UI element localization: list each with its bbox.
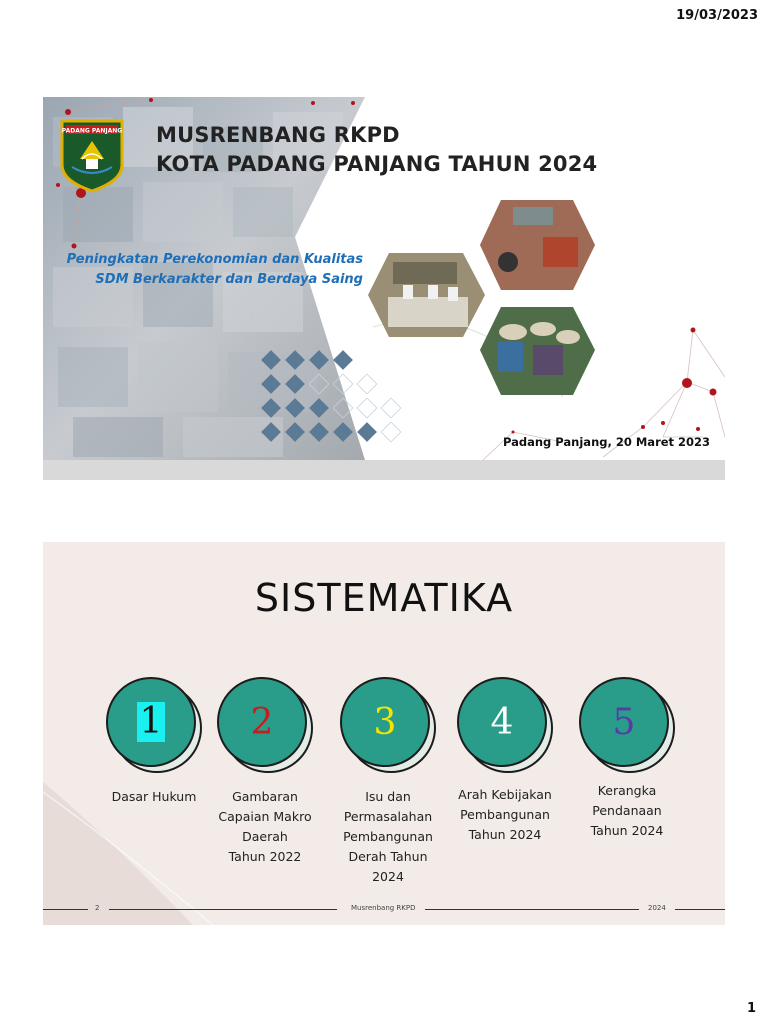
agenda-number-circle (457, 677, 547, 767)
agenda-number: 1 (137, 702, 166, 742)
footer-center-text: Musrenbang RKPD (351, 904, 416, 912)
agenda-label-line: Permasalahan (343, 809, 433, 824)
agenda-label-line: Tahun 2024 (468, 827, 542, 842)
agenda-number: 5 (612, 701, 636, 743)
title-slide (43, 97, 725, 480)
slide-number: 2 (95, 904, 100, 912)
agenda-label-line: Kerangka (597, 783, 657, 798)
agenda-label-line: Arah Kebijakan (458, 787, 552, 802)
agenda-label-line: Capaian Makro (218, 809, 312, 824)
agenda-item (440, 677, 570, 845)
agenda-label-line: Tahun 2024 (590, 823, 664, 838)
agenda-label-line: 2024 (372, 869, 404, 884)
slide-subtitle (63, 250, 363, 290)
agenda-label-line: Pendanaan (592, 803, 662, 818)
agenda-label (562, 781, 692, 841)
agenda-number: 2 (250, 701, 274, 743)
slide-footer (43, 900, 725, 920)
agenda-label (200, 787, 330, 867)
city-logo-text: PADANG PANJANG (61, 127, 123, 135)
agenda-label (440, 785, 570, 845)
agenda-item (323, 677, 453, 887)
event-date: Padang Panjang, 20 Maret 2023 (503, 435, 711, 449)
title-line-2: KOTA PADANG PANJANG TAHUN 2024 (156, 152, 598, 176)
footer-year: 2024 (648, 904, 666, 912)
subtitle-line-2: SDM Berkarakter dan Berdaya Saing (95, 272, 363, 287)
agenda-label (323, 787, 453, 887)
agenda-label-line: Gambaran (232, 789, 298, 804)
photo-hexagon-market (480, 200, 596, 290)
agenda-label-line: Pembangunan (460, 807, 550, 822)
agenda-label-line: Daerah (242, 829, 288, 844)
agenda-number-circle (340, 677, 430, 767)
title-line-1: MUSRENBANG RKPD (156, 123, 400, 147)
agenda-label-line: Derah Tahun (348, 849, 428, 864)
page-number: 1 (746, 1001, 756, 1016)
agenda-number-circle (217, 677, 307, 767)
agenda-number-circle (579, 677, 669, 767)
agenda-item (200, 677, 330, 867)
photo-hexagon-farmers (480, 307, 595, 395)
agenda-label-line: Tahun 2022 (228, 849, 302, 864)
agenda-label-line: Pembangunan (343, 829, 433, 844)
agenda-title: SISTEMATIKA (254, 576, 514, 620)
subtitle-line-1: Peningkatan Perekonomian dan Kualitas (66, 252, 363, 267)
agenda-slide (43, 542, 725, 925)
agenda-item (562, 677, 692, 841)
agenda-number: 4 (490, 701, 514, 743)
photo-hexagon-classroom (368, 253, 485, 337)
page-date: 19/03/2023 (676, 8, 758, 23)
agenda-label-line: Isu dan (365, 789, 411, 804)
agenda-number: 3 (373, 701, 397, 743)
city-logo (60, 119, 124, 193)
agenda-number-circle (106, 677, 196, 767)
agenda-label-line: Dasar Hukum (111, 789, 197, 804)
slide-title (156, 121, 597, 179)
